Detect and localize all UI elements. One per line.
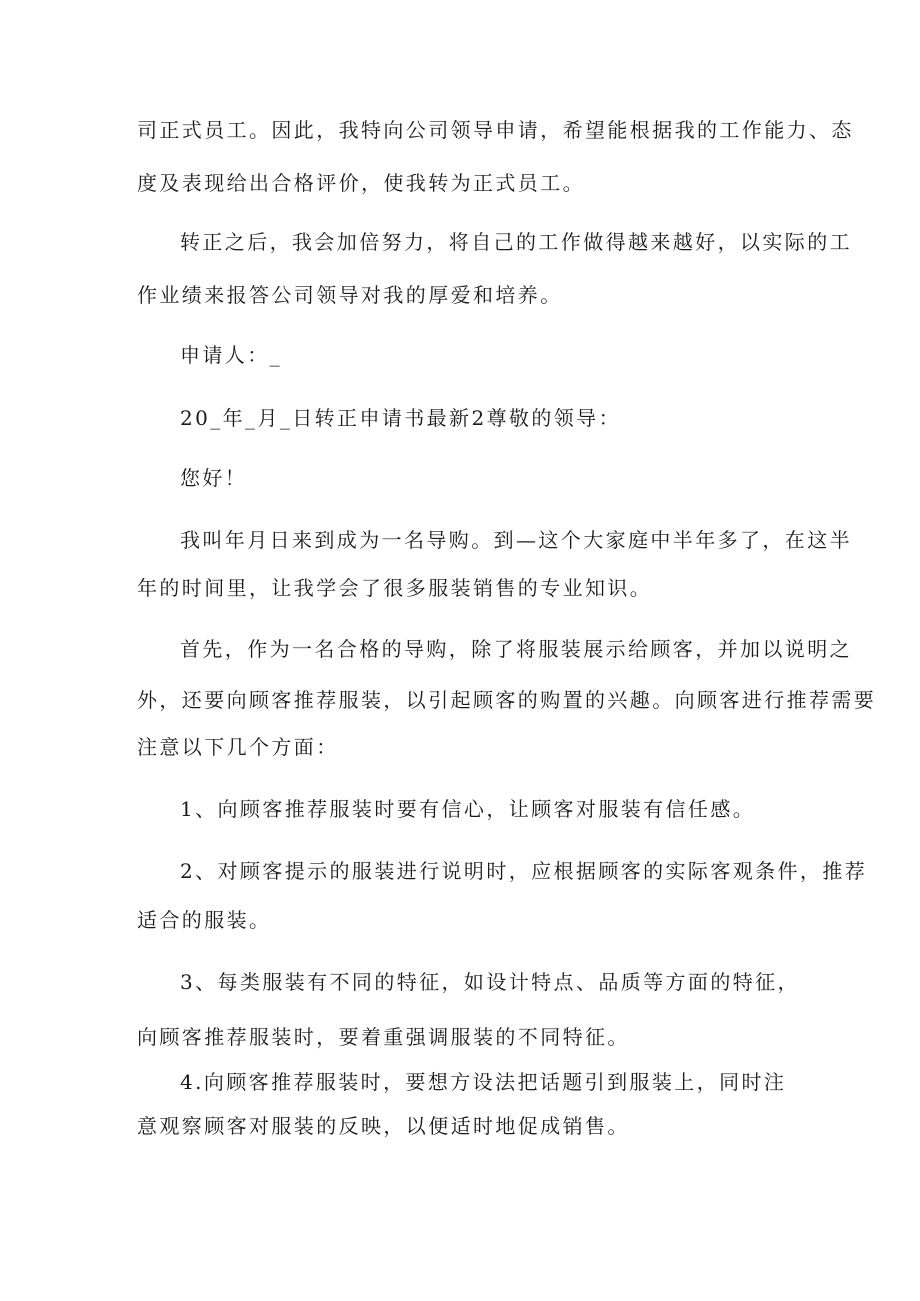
list-item-1: 1、向顾客推荐服装时要有信心，让顾客对服装有信任感。 — [180, 797, 756, 821]
list-item-3: 3、每类服装有不同的特征，如设计特点、品质等方面的特征， — [180, 970, 800, 994]
paragraph-line: 度及表现给出合格评价，使我转为正式员工。 — [137, 171, 585, 195]
paragraph-line: 注意以下几个方面： — [137, 735, 339, 759]
greeting-line: 您好！ — [180, 466, 248, 490]
paragraph-line: 外，还要向顾客推荐服装，以引起顾客的购置的兴趣。向顾客进行推荐需要 — [137, 688, 877, 712]
paragraph-line: 司正式员工。因此，我特向公司领导申请，希望能根据我的工作能力、态 — [137, 118, 854, 142]
date-title-line: 20_年_月_日转正申请书最新2尊敬的领导： — [180, 406, 621, 430]
applicant-line: 申请人：_ — [180, 343, 282, 367]
list-item-3-cont: 向顾客推荐服装时，要着重强调服装的不同特征。 — [137, 1025, 630, 1049]
paragraph-line: 我叫年月日来到成为一名导购。到—这个大家庭中半年多了，在这半 — [180, 528, 852, 552]
list-item-4-cont: 意观察顾客对服装的反映，以便适时地促成销售。 — [137, 1114, 630, 1138]
list-item-4: 4.向顾客推荐服装时，要想方设法把话题引到服装上，同时注 — [180, 1070, 787, 1094]
paragraph-line: 作业绩来报答公司领导对我的厚爱和培养。 — [137, 283, 563, 307]
paragraph-line: 年的时间里，让我学会了很多服装销售的专业知识。 — [137, 576, 653, 600]
list-item-2-cont: 适合的服装。 — [137, 908, 272, 932]
list-item-2: 2、对顾客提示的服装进行说明时，应根据顾客的实际客观条件，推荐 — [180, 859, 868, 883]
paragraph-line: 首先，作为一名合格的导购，除了将服装展示给顾客，并加以说明之 — [180, 637, 852, 661]
paragraph-line: 转正之后，我会加倍努力，将自己的工作做得越来越好，以实际的工 — [180, 230, 852, 254]
